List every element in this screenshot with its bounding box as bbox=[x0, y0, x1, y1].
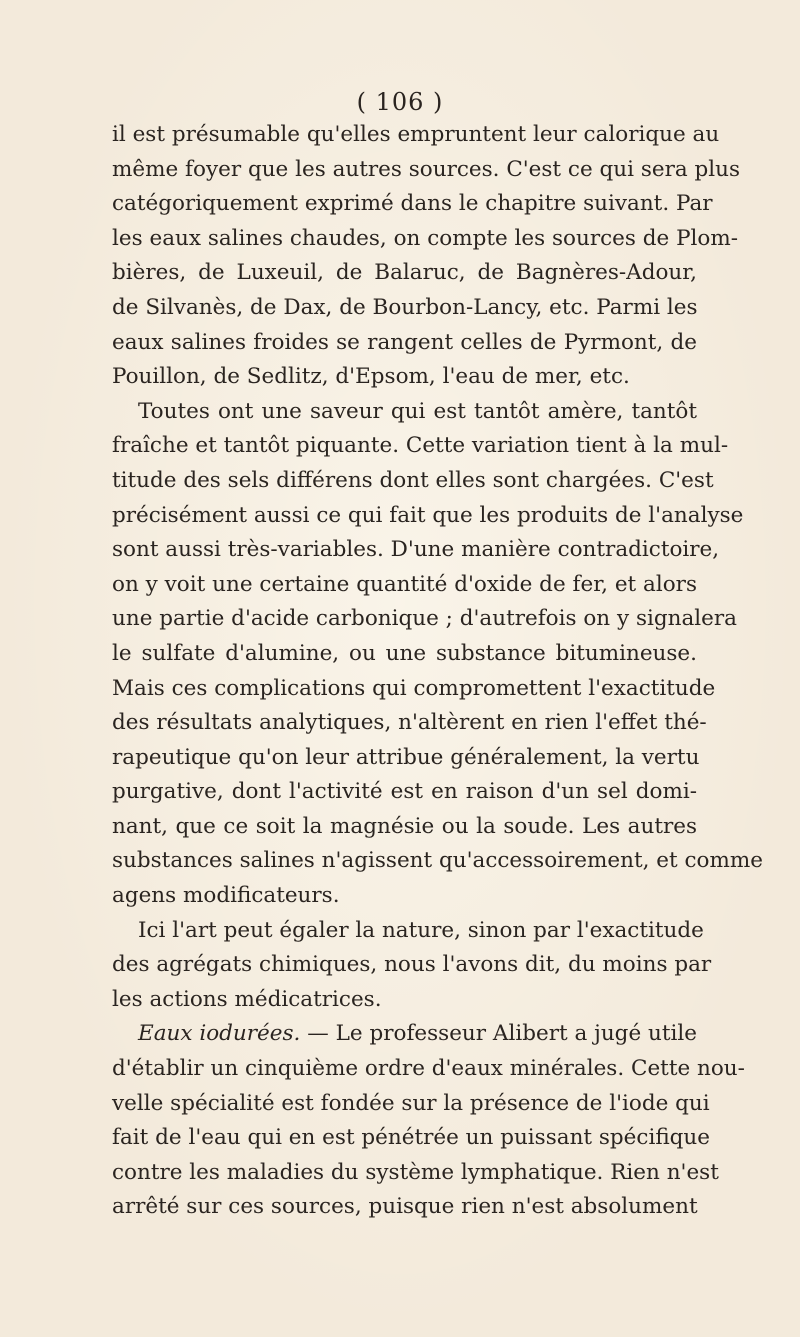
text-line bbox=[112, 533, 720, 568]
line-text: Ici l'art peut égaler la nature, sinon par l'exactitude bbox=[138, 917, 704, 943]
text-line bbox=[112, 499, 744, 534]
text-line bbox=[112, 948, 712, 983]
text-line bbox=[112, 602, 737, 637]
text-line bbox=[112, 360, 697, 395]
text-line bbox=[112, 775, 697, 810]
line-text: fraîche et tantôt piquante. Cette variation tient à la mul- bbox=[112, 433, 729, 459]
line-text: il est présumable qu'elles empruntent leur calorique au bbox=[112, 122, 720, 147]
text-line bbox=[112, 291, 697, 326]
line-text: purgative, dont l'activité est en raison d'un sel domi- bbox=[112, 779, 697, 805]
line-text: contre les maladies du système lymphatique. Rien n'est bbox=[112, 1159, 719, 1185]
line-text: eaux salines froides se rangent celles de Pyrmont, de bbox=[112, 329, 697, 355]
line-text: le sulfate d'alumine, ou une substance bitumineuse. bbox=[112, 640, 697, 666]
line-text: Mais ces complications qui compromettent l'exactitude bbox=[112, 675, 716, 701]
line-text: nant, que ce soit la magnésie ou la soude. Les autres bbox=[112, 813, 697, 839]
text-line bbox=[112, 1052, 745, 1087]
line-text: de Silvanès, de Dax, de Bourbon-Lancy, etc. Parmi les bbox=[112, 294, 698, 320]
text-line bbox=[112, 429, 729, 464]
section-heading-italic: Eaux iodurées. bbox=[138, 1021, 301, 1047]
text-line bbox=[112, 222, 739, 257]
body-text bbox=[112, 118, 763, 1225]
text-line bbox=[112, 118, 720, 153]
text-line bbox=[112, 256, 697, 291]
line-text: les actions médicatrices. bbox=[112, 986, 382, 1012]
text-line bbox=[112, 844, 763, 879]
line-text: précisément aussi ce qui fait que les produits de l'analyse bbox=[112, 502, 744, 528]
line-text: velle spécialité est fondée sur la présence de l'iode qui bbox=[112, 1090, 710, 1116]
line-text: substances salines n'agissent qu'accessoirement, et comme bbox=[112, 848, 763, 874]
line-text: rapeutique qu'on leur attribue généralement, la vertu bbox=[112, 744, 700, 770]
line-text: même foyer que les autres sources. C'est ce qui sera plus bbox=[112, 156, 741, 182]
line-text: on y voit une certaine quantité d'oxide de fer, et alors bbox=[112, 571, 697, 597]
line-text: bières, de Luxeuil, de Balaruc, de Bagnères-Adour, bbox=[112, 260, 697, 286]
line-text: une partie d'acide carbonique ; d'autrefois on y signalera bbox=[112, 606, 737, 632]
text-line bbox=[112, 326, 697, 361]
text-line bbox=[112, 983, 697, 1018]
text-line bbox=[112, 741, 700, 776]
line-text: Toutes ont une saveur qui est tantôt amère, tantôt bbox=[138, 398, 697, 424]
line-text: des agrégats chimiques, nous l'avons dit, du moins par bbox=[112, 952, 712, 978]
line-text: d'établir un cinquième ordre d'eaux minérales. Cette nou- bbox=[112, 1056, 745, 1082]
line-text: arrêté sur ces sources, puisque rien n'est absolument bbox=[112, 1194, 698, 1220]
page-number: ( 106 ) bbox=[356, 88, 444, 116]
text-line bbox=[112, 810, 697, 845]
text-line bbox=[112, 706, 707, 741]
text-line bbox=[112, 1087, 710, 1122]
line-text: les eaux salines chaudes, on compte les sources de Plom- bbox=[112, 225, 739, 251]
text-line bbox=[112, 395, 697, 430]
text-line bbox=[112, 568, 697, 603]
text-line bbox=[112, 464, 714, 499]
line-text: fait de l'eau qui en est pénétrée un puissant spécifique bbox=[112, 1125, 711, 1151]
line-text: catégoriquement exprimé dans le chapitre suivant. Par bbox=[112, 191, 713, 217]
line-text: sont aussi très-variables. D'une manière contradictoire, bbox=[112, 537, 720, 563]
line-text: agens modificateurs. bbox=[112, 883, 340, 909]
text-line bbox=[112, 672, 716, 707]
text-line bbox=[112, 1017, 697, 1052]
line-text: Pouillon, de Sedlitz, d'Epsom, l'eau de mer, etc. bbox=[112, 364, 630, 390]
text-line bbox=[112, 1190, 697, 1225]
text-line bbox=[112, 153, 741, 188]
text-line bbox=[112, 1121, 711, 1156]
text-line bbox=[112, 879, 697, 914]
text-line bbox=[112, 187, 713, 222]
text-line bbox=[112, 1156, 719, 1191]
text-line bbox=[112, 914, 704, 949]
line-text: titude des sels différens dont elles sont chargées. C'est bbox=[112, 467, 714, 493]
line-text: — Le professeur Alibert a jugé utile bbox=[300, 1021, 697, 1047]
text-line bbox=[112, 637, 697, 672]
line-text: des résultats analytiques, n'altèrent en rien l'effet thé- bbox=[112, 710, 707, 736]
